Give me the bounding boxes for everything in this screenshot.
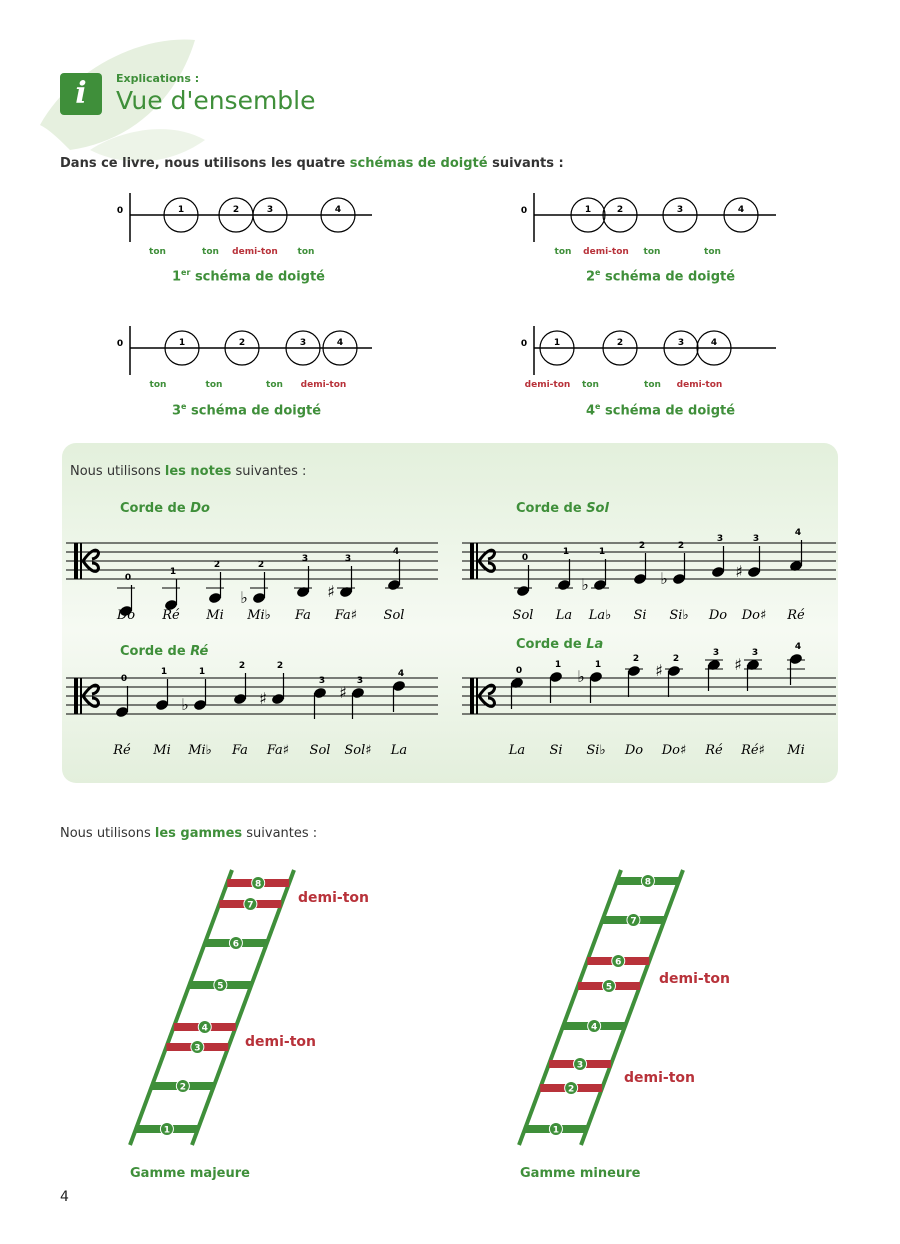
scale-caption-minor: Gamme mineure bbox=[520, 1166, 641, 1181]
ladder-degree-label: 2 bbox=[179, 1082, 187, 1093]
note-fingering: 4 bbox=[794, 642, 802, 652]
note-fingering: 2 bbox=[632, 654, 640, 664]
note-fingering: 3 bbox=[712, 648, 720, 658]
schema-2-finger-label: 1 bbox=[584, 205, 592, 215]
intro-text bbox=[60, 156, 564, 171]
note-fingering: 2 bbox=[276, 661, 284, 671]
schema-3-sup: e bbox=[181, 402, 187, 411]
schema-4-finger-label: 3 bbox=[677, 338, 685, 348]
note-accidental: ♯ bbox=[734, 655, 742, 674]
note-accidental: ♯ bbox=[655, 661, 663, 680]
schema-1-interval-label: ton bbox=[149, 247, 166, 257]
page-number: 4 bbox=[60, 1189, 69, 1205]
schema-1-text: schéma de doigté bbox=[190, 269, 325, 285]
note-name: La bbox=[555, 608, 573, 623]
info-icon: i bbox=[60, 73, 102, 115]
schema-3-num: 3 bbox=[172, 403, 182, 419]
schema-2-sup: e bbox=[595, 268, 601, 277]
note-fingering: 0 bbox=[515, 666, 523, 676]
string-la-prefix: Corde de bbox=[516, 637, 587, 652]
note-fingering: 1 bbox=[554, 660, 562, 670]
schema-caption-4 bbox=[586, 402, 735, 418]
note-name: Mi bbox=[153, 743, 171, 758]
note-name: La bbox=[508, 743, 526, 758]
notes-highlight: les notes bbox=[164, 464, 232, 479]
note-accidental: ♯ bbox=[339, 683, 347, 702]
note-accidental: ♯ bbox=[735, 562, 743, 581]
note-accidental: ♭ bbox=[181, 695, 189, 714]
note-name: Ré♯ bbox=[741, 743, 765, 758]
header-subtitle: Explications : bbox=[116, 72, 200, 85]
note-fingering: 3 bbox=[752, 534, 760, 544]
note-name: Fa♯ bbox=[266, 743, 290, 758]
note-fingering: 1 bbox=[562, 547, 570, 557]
note-name: Ré bbox=[705, 743, 723, 758]
scales-before: Nous utilisons bbox=[60, 826, 155, 841]
schema-caption-3 bbox=[172, 402, 321, 418]
string-do-name: Do bbox=[190, 501, 210, 516]
note-fingering: 4 bbox=[397, 669, 405, 679]
staff-1-clef-bar bbox=[74, 543, 78, 579]
schema-3-text: schéma de doigté bbox=[186, 403, 322, 419]
string-do-prefix: Corde de bbox=[120, 501, 191, 516]
staff-2-clef-bar bbox=[476, 543, 478, 579]
note-name: Si♭ bbox=[669, 608, 689, 623]
note-fingering: 3 bbox=[356, 676, 364, 686]
ladder-degree-label: 6 bbox=[232, 939, 240, 950]
string-la-name: La bbox=[586, 637, 604, 652]
ladder-degree-label: 4 bbox=[201, 1023, 208, 1034]
scales-highlight: les gammes bbox=[154, 826, 243, 841]
schema-2-open-label: 0 bbox=[520, 206, 528, 216]
staff-4-clef-bar bbox=[470, 678, 474, 714]
note-fingering: 3 bbox=[301, 554, 309, 564]
note-name: Ré bbox=[787, 608, 805, 623]
note-fingering: 2 bbox=[672, 654, 680, 664]
ladder-degree-label: 1 bbox=[552, 1125, 560, 1136]
schema-2-interval-label: demi-ton bbox=[583, 247, 629, 257]
scales-intro bbox=[60, 826, 317, 841]
note-name: Sol bbox=[512, 608, 534, 623]
schema-1-finger-label: 2 bbox=[232, 205, 240, 215]
intro-before: Dans ce livre, nous utilisons les quatre bbox=[60, 156, 350, 171]
string-title-do bbox=[120, 501, 210, 516]
ladder-1-right-rail bbox=[192, 870, 294, 1145]
ladder-degree-label: 5 bbox=[217, 981, 224, 992]
note-name: Do♯ bbox=[661, 743, 687, 758]
schema-3-interval-label: demi-ton bbox=[300, 380, 347, 390]
ladder-2-left-rail bbox=[519, 870, 621, 1145]
note-fingering: 4 bbox=[794, 528, 802, 538]
string-re-prefix: Corde de bbox=[120, 644, 191, 659]
notes-after: suivantes : bbox=[231, 464, 307, 479]
note-name: Ré bbox=[113, 743, 131, 758]
schema-3-open-label: 0 bbox=[116, 339, 124, 349]
schema-2-finger-label: 3 bbox=[676, 205, 684, 215]
schema-4-finger-label: 4 bbox=[710, 338, 718, 348]
schema-2-num: 2 bbox=[586, 269, 596, 285]
ladder-degree-label: 3 bbox=[194, 1043, 201, 1054]
note-fingering: 3 bbox=[344, 554, 352, 564]
ladder-degree-label: 8 bbox=[644, 877, 652, 888]
string-re-name: Ré bbox=[190, 644, 209, 659]
ladder-degree-label: 1 bbox=[163, 1125, 171, 1136]
note-fingering: 0 bbox=[124, 573, 132, 583]
semitone-label-major-7-8: demi-ton bbox=[298, 890, 369, 906]
string-title-sol bbox=[516, 501, 609, 516]
schema-1-interval-label: ton bbox=[297, 247, 315, 257]
note-name: Si bbox=[633, 608, 647, 623]
staff-3-clef-bar bbox=[74, 678, 78, 714]
note-name: Mi♭ bbox=[247, 608, 271, 623]
schema-4-open-label: 0 bbox=[520, 339, 528, 349]
note-name: Si bbox=[549, 743, 563, 758]
note-fingering: 1 bbox=[598, 547, 606, 557]
note-name: Mi♭ bbox=[188, 743, 212, 758]
ladder-2-right-rail bbox=[581, 870, 683, 1145]
schema-1-finger-label: 1 bbox=[177, 205, 185, 215]
schema-2-interval-label: ton bbox=[554, 247, 572, 257]
intro-after: suivants : bbox=[487, 156, 564, 171]
note-fingering: 0 bbox=[120, 674, 128, 684]
schema-caption-2 bbox=[586, 268, 735, 284]
note-fingering: 0 bbox=[521, 553, 529, 563]
note-fingering: 2 bbox=[257, 560, 265, 570]
note-accidental: ♯ bbox=[327, 582, 335, 601]
schema-4-interval-label: ton bbox=[582, 380, 599, 390]
note-fingering: 1 bbox=[169, 567, 177, 577]
note-accidental: ♭ bbox=[581, 575, 589, 594]
ladder-degree-label: 7 bbox=[630, 916, 637, 927]
note-name: Do bbox=[624, 743, 644, 758]
schema-4-text: schéma de doigté bbox=[600, 403, 736, 419]
note-name: Ré bbox=[162, 608, 180, 623]
schema-2-interval-label: ton bbox=[704, 247, 721, 257]
ladder-degree-label: 5 bbox=[605, 982, 613, 993]
ladder-degree-label: 7 bbox=[247, 900, 254, 911]
note-accidental: ♭ bbox=[660, 569, 668, 588]
staff-3-clef-bar bbox=[80, 678, 82, 714]
fingering-schemas bbox=[0, 180, 900, 430]
note-name: Sol♯ bbox=[344, 743, 372, 758]
note-name: Si♭ bbox=[586, 743, 606, 758]
note-fingering: 3 bbox=[716, 534, 724, 544]
note-fingering: 1 bbox=[594, 660, 602, 670]
semitone-label-minor-5-6: demi-ton bbox=[659, 971, 730, 987]
scale-caption-major: Gamme majeure bbox=[130, 1166, 250, 1181]
schema-3-interval-label: ton bbox=[266, 380, 283, 390]
note-fingering: 2 bbox=[638, 541, 646, 551]
schema-3-interval-label: ton bbox=[149, 380, 167, 390]
note-name: La♭ bbox=[588, 608, 612, 623]
staff-1-clef-bar bbox=[80, 543, 82, 579]
staff-4-clef-bar bbox=[476, 678, 478, 714]
staves bbox=[0, 520, 900, 780]
schema-1-sup: er bbox=[181, 268, 191, 277]
note-fingering: 3 bbox=[318, 676, 326, 686]
semitone-label-major-3-4: demi-ton bbox=[245, 1034, 316, 1050]
note-fingering: 1 bbox=[160, 667, 168, 677]
schema-2-finger-label: 4 bbox=[737, 205, 745, 215]
note-fingering: 2 bbox=[238, 661, 246, 671]
note-name: Mi bbox=[206, 608, 224, 623]
note-accidental: ♭ bbox=[240, 588, 248, 607]
schema-4-num: 4 bbox=[586, 403, 596, 419]
schema-3-finger-label: 3 bbox=[299, 338, 307, 348]
schema-3-finger-label: 2 bbox=[238, 338, 246, 348]
note-name: Fa♯ bbox=[334, 608, 358, 623]
page-title: Vue d'ensemble bbox=[116, 86, 316, 115]
string-sol-prefix: Corde de bbox=[516, 501, 587, 516]
schema-2-interval-label: ton bbox=[643, 247, 661, 257]
schema-3-finger-label: 4 bbox=[336, 338, 344, 348]
schema-4-interval-label: demi-ton bbox=[524, 380, 571, 390]
schema-4-interval-label: demi-ton bbox=[676, 380, 723, 390]
note-name: Sol bbox=[383, 608, 405, 623]
schema-4-interval-label: ton bbox=[644, 380, 661, 390]
note-name: Do bbox=[708, 608, 728, 623]
notes-before: Nous utilisons bbox=[70, 464, 165, 479]
ladder-degree-label: 6 bbox=[615, 957, 622, 968]
schema-1-finger-label: 4 bbox=[334, 205, 342, 215]
note-fingering: 2 bbox=[213, 560, 221, 570]
schema-1-interval-label: demi-ton bbox=[232, 247, 278, 257]
note-name: Fa bbox=[295, 608, 311, 623]
semitone-label-minor-2-3: demi-ton bbox=[624, 1070, 695, 1086]
schema-3-interval-label: ton bbox=[205, 380, 223, 390]
string-sol-name: Sol bbox=[586, 501, 609, 516]
note-name: Do♯ bbox=[741, 608, 767, 623]
ladder-degree-label: 2 bbox=[568, 1084, 575, 1095]
ladder-degree-label: 4 bbox=[591, 1022, 598, 1033]
schema-caption-1 bbox=[172, 268, 325, 284]
ladder-degree-label: 3 bbox=[576, 1060, 584, 1071]
note-accidental: ♭ bbox=[577, 667, 585, 686]
schema-4-finger-label: 1 bbox=[553, 338, 561, 348]
ladder-1-left-rail bbox=[130, 870, 232, 1145]
schema-1-num: 1 bbox=[172, 269, 182, 285]
note-fingering: 1 bbox=[198, 667, 206, 677]
schema-3-finger-label: 1 bbox=[178, 338, 186, 348]
schema-4-sup: e bbox=[595, 402, 601, 411]
notes-intro bbox=[70, 464, 306, 479]
note-name: Sol bbox=[309, 743, 331, 758]
note-fingering: 4 bbox=[392, 547, 400, 557]
note-name: Mi bbox=[787, 743, 805, 758]
schema-2-text: schéma de doigté bbox=[600, 269, 736, 285]
note-name: Do bbox=[116, 608, 136, 623]
ladder-degree-label: 8 bbox=[255, 879, 262, 890]
schema-2-finger-label: 2 bbox=[616, 205, 624, 215]
schema-1-interval-label: ton bbox=[202, 247, 219, 257]
schema-1-open-label: 0 bbox=[116, 206, 124, 216]
note-accidental: ♯ bbox=[259, 689, 267, 708]
schema-4-finger-label: 2 bbox=[616, 338, 624, 348]
note-fingering: 3 bbox=[751, 648, 759, 658]
scales-after: suivantes : bbox=[242, 826, 318, 841]
schema-1-finger-label: 3 bbox=[266, 205, 274, 215]
note-name: La bbox=[390, 743, 408, 758]
staff-2-clef-bar bbox=[470, 543, 474, 579]
note-name: Fa bbox=[232, 743, 248, 758]
note-fingering: 2 bbox=[677, 541, 685, 551]
intro-highlight: schémas de doigté bbox=[349, 156, 488, 171]
scale-ladders bbox=[0, 850, 900, 1160]
